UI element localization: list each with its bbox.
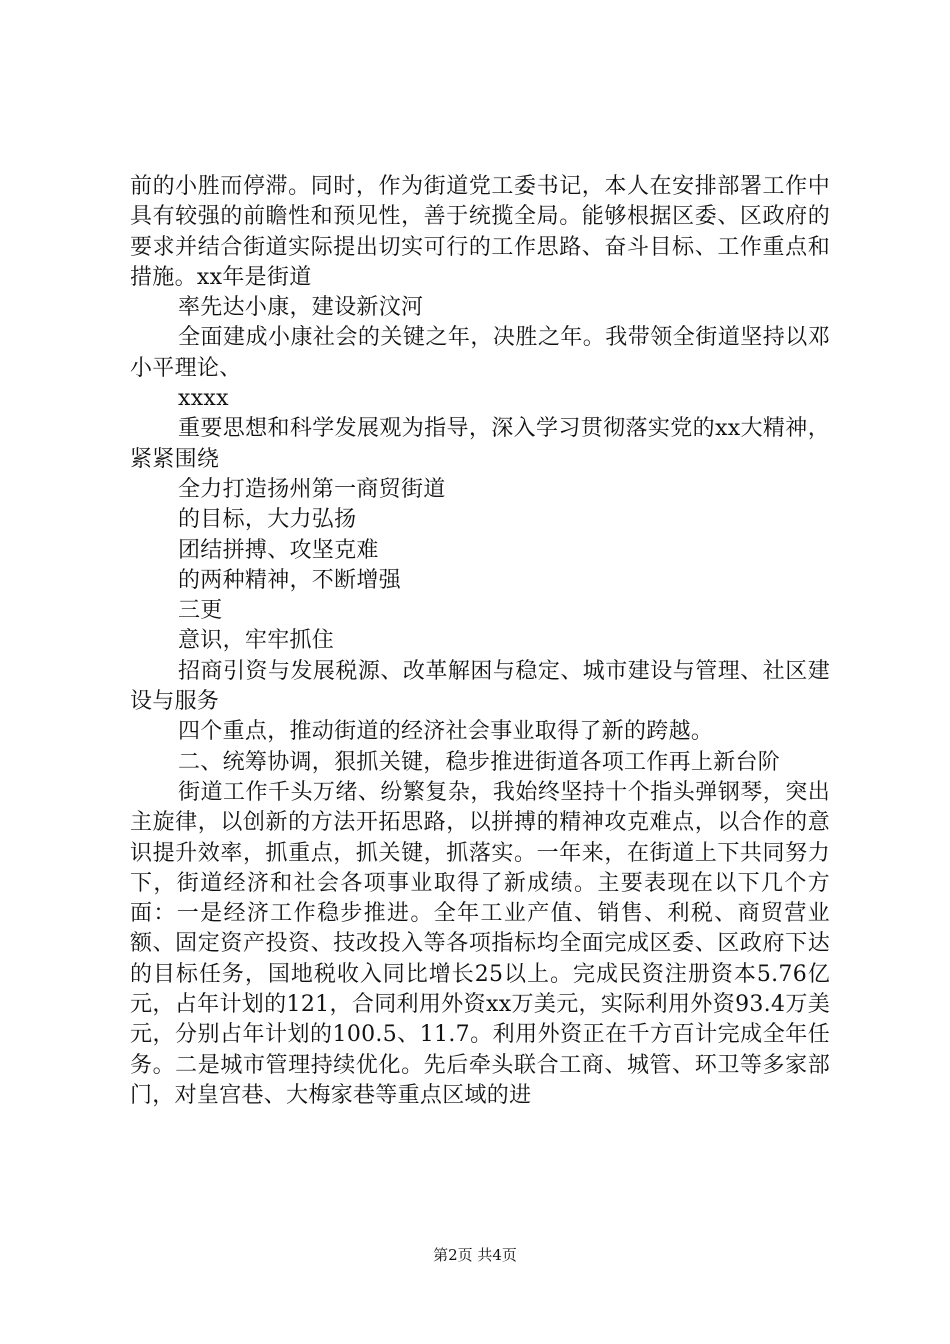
paragraph-12: 招商引资与发展税源、改革解困与稳定、城市建设与管理、社区建设与服务: [130, 658, 830, 715]
paragraph-15: 街道工作千头万绪、纷繁复杂，我始终坚持十个指头弹钢琴，突出主旋律，以创新的方法开拓思路，以拼搏的精神攻克难点，以合作的意识提升效率，抓重点，抓关键，抓落实。一年来，在街道上下共同努力下，街道经济和社会各项事业取得了新成绩。主要表现在以下几个方面：一是经济工作稳步推进。全年工业产值、销售、利税、商贸营业额、固定资产投资、技改投入等各项指标均全面完成区委、区政府下达的目标任务，国地税收入同比增长25以上。完成民资注册资本5.76亿元，占年计划的121，合同利用外资xx万美元，实际利用外资93.4万美元，分别占年计划的100.5、11.7。利用外资正在千方百计完成全年任务。二是城市管理持续优化。先后牵头联合工商、城管、环卫等多家部门，对皇宫巷、大梅家巷等重点区域的进: [130, 779, 830, 1108]
page-footer: [0, 1244, 950, 1265]
section-heading: 二、统筹协调，狠抓关键，稳步推进街道各项工作再上新台阶: [178, 749, 781, 775]
paragraph-11: 意识，牢牢抓住: [178, 628, 335, 654]
paragraph-9: 的两种精神，不断增强: [178, 567, 402, 593]
paragraph-6: 全力打造扬州第一商贸街道: [178, 476, 446, 502]
paragraph-8: 团结拼搏、攻坚克难: [178, 537, 379, 563]
paragraph-7: 的目标，大力弘扬: [178, 507, 357, 533]
paragraph-4: xxxx: [178, 386, 229, 412]
paragraph-2: 率先达小康，建设新汶河: [178, 295, 424, 321]
paragraph-3: 全面建成小康社会的关键之年，决胜之年。我带领全街道坚持以邓小平理论、: [130, 325, 830, 381]
paragraph-10: 三更: [178, 598, 223, 624]
page-number-label: 第2页 共4页: [433, 1246, 517, 1264]
paragraph-5: 重要思想和科学发展观为指导，深入学习贯彻落实党的xx大精神，紧紧围绕: [130, 416, 830, 472]
document-body: [130, 172, 830, 1111]
paragraph-1: 前的小胜而停滞。同时，作为街道党工委书记，本人在安排部署工作中具有较强的前瞻性和预见性，善于统揽全局。能够根据区委、区政府的要求并结合街道实际提出切实可行的工作思路、奋斗目标、工作重点和措施。xx年是街道: [130, 174, 830, 290]
paragraph-13: 四个重点，推动街道的经济社会事业取得了新的跨越。: [178, 719, 714, 745]
